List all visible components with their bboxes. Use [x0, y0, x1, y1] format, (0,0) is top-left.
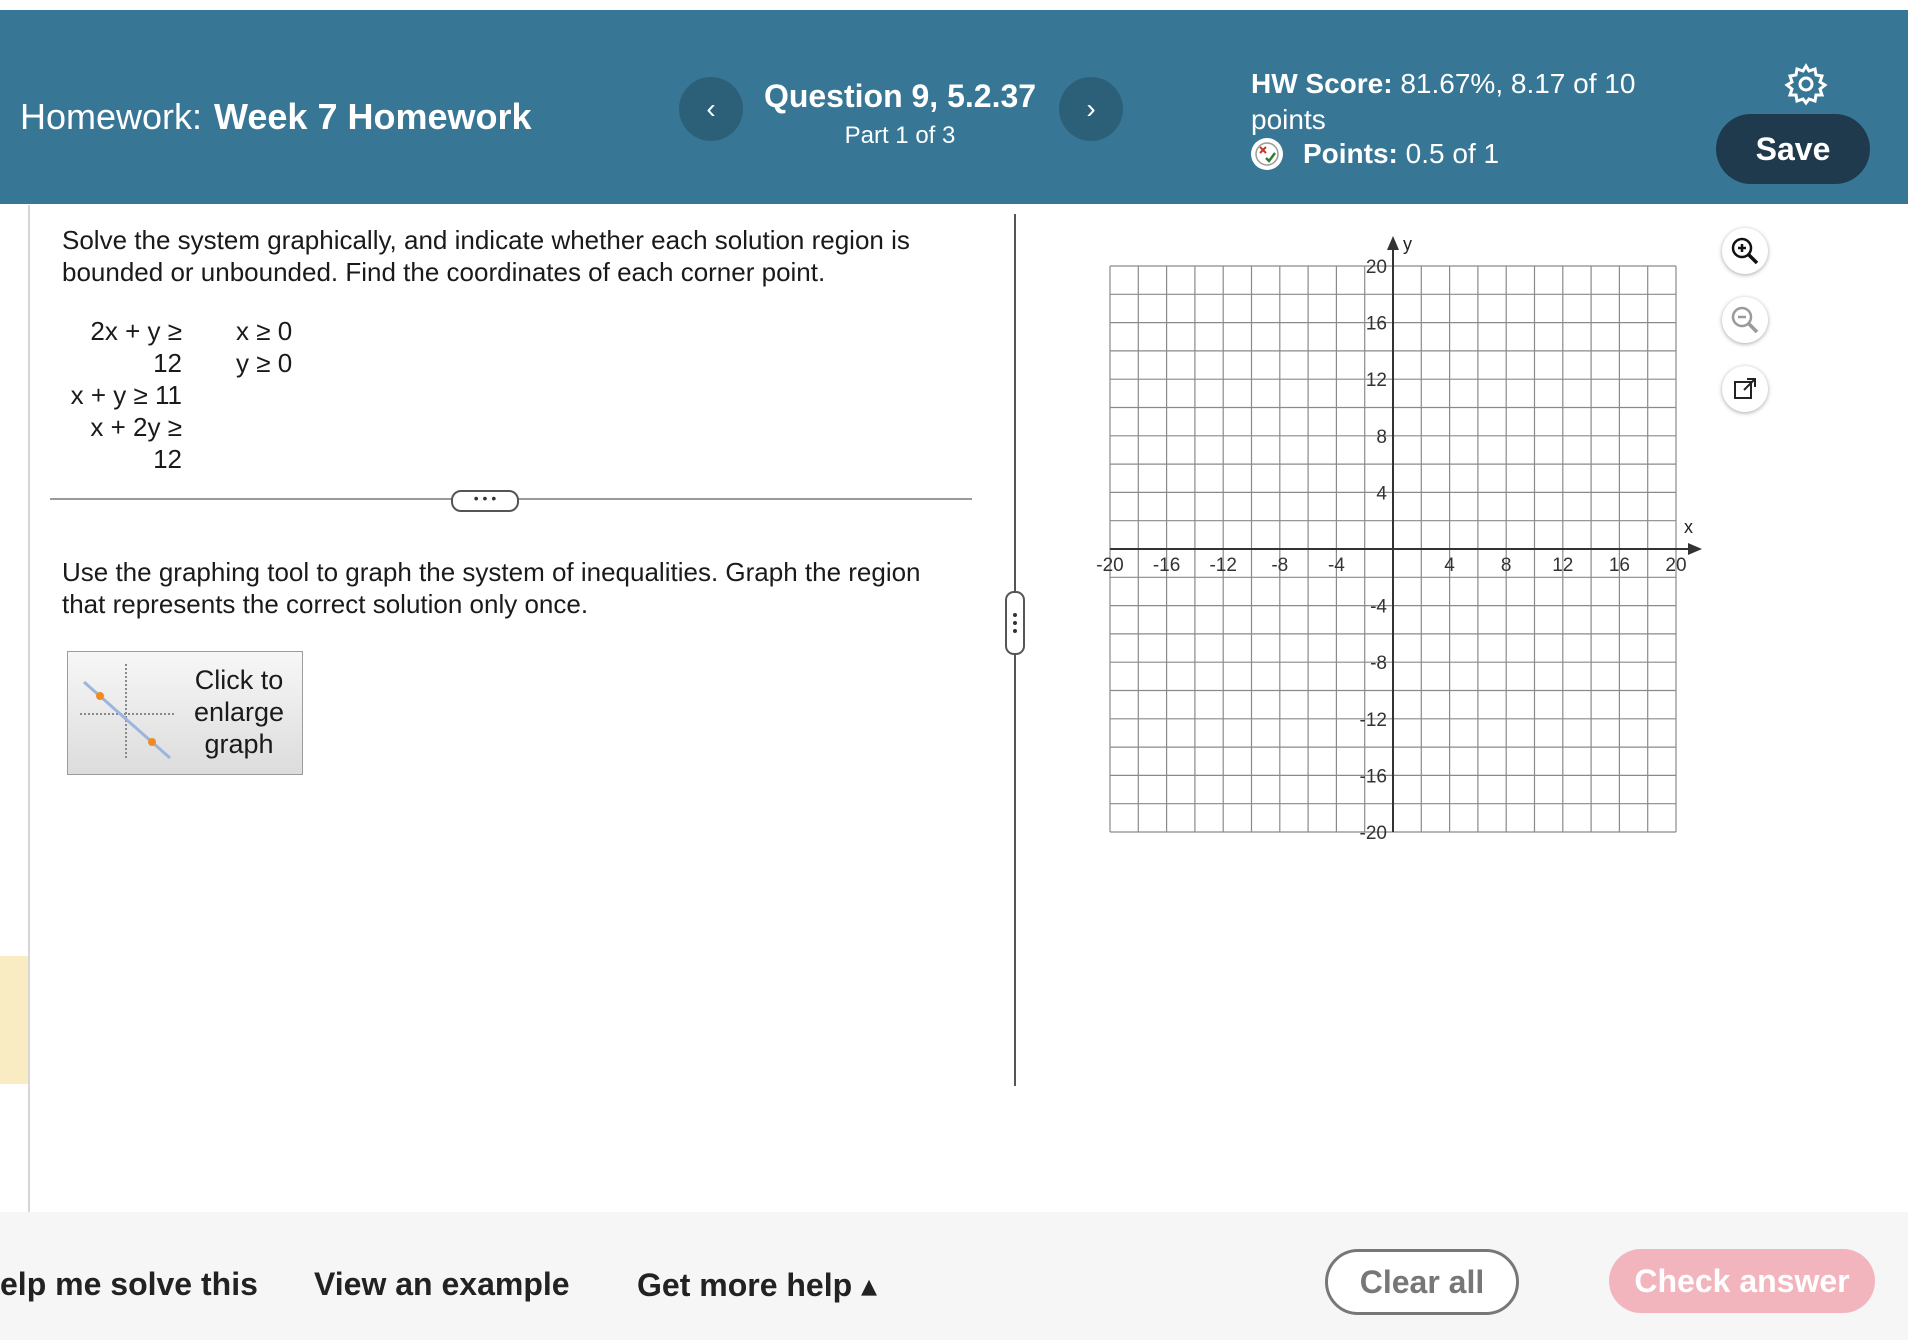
x-axis-arrow — [1688, 543, 1702, 555]
hw-score — [1251, 66, 1671, 138]
help-me-solve-link[interactable]: elp me solve this — [0, 1266, 258, 1302]
instruction-line-1: Solve the system graphically, and indicate whether each solution region is — [62, 225, 910, 255]
enlarge-line-1: Click to — [194, 665, 284, 695]
graph-axes — [1110, 236, 1702, 832]
inequalities-left — [62, 315, 182, 475]
inequality-3: x + 2y ≥ 12 — [90, 412, 182, 474]
left-border — [28, 205, 30, 1213]
y-axis-label: y — [1403, 234, 1412, 254]
coordinate-graph[interactable] — [1090, 226, 1710, 846]
points-row — [1251, 138, 1499, 170]
y-tick-label: -12 — [1359, 709, 1387, 731]
enlarge-graph-label — [180, 664, 298, 760]
y-tick-label: 16 — [1365, 313, 1387, 335]
chevron-left-icon: ‹ — [706, 93, 716, 124]
zoom-in-icon — [1730, 236, 1760, 266]
enlarge-line-3: graph — [204, 729, 274, 759]
check-answer-button[interactable]: Check answer — [1609, 1249, 1875, 1313]
question-title: Question 9, 5.2.37 — [763, 78, 1037, 114]
x-tick-label: 8 — [1500, 555, 1512, 576]
previous-question-button[interactable] — [679, 77, 743, 141]
x-tick-label: -16 — [1152, 555, 1181, 576]
enlarge-graph-button[interactable] — [67, 651, 303, 775]
x-tick-label: 4 — [1444, 555, 1455, 576]
y-tick-label: 4 — [1376, 483, 1387, 505]
get-more-help-link[interactable]: Get more help ▴ — [637, 1267, 878, 1303]
side-tab[interactable] — [0, 956, 28, 1084]
points-value: 0.5 of 1 — [1405, 138, 1500, 169]
y-tick-label: -8 — [1370, 653, 1387, 675]
y-tick-label: -4 — [1370, 596, 1387, 618]
partial-credit-icon — [1251, 138, 1283, 170]
inequality-1: 2x + y ≥ 12 — [90, 316, 182, 378]
zoom-in-button[interactable] — [1722, 228, 1768, 274]
inequality-4: x ≥ 0 — [236, 316, 293, 346]
homework-name: Week 7 Homework — [214, 96, 532, 137]
next-question-button[interactable] — [1059, 77, 1123, 141]
hw-score-label: HW Score: — [1251, 68, 1393, 99]
instruction-text — [62, 224, 962, 288]
gear-icon[interactable] — [1784, 62, 1828, 106]
top-strip — [0, 0, 1908, 10]
hw-score-value: 81.67%, 8.17 of 10 — [1400, 68, 1636, 99]
popout-icon — [1732, 376, 1758, 402]
graph-thumbnail-icon — [78, 662, 178, 762]
clear-all-button[interactable]: Clear all — [1325, 1249, 1519, 1315]
graph-tick-labels — [1096, 257, 1686, 844]
zoom-out-button[interactable] — [1722, 297, 1768, 343]
inequality-5: y ≥ 0 — [236, 348, 293, 378]
hw-score-unit: points — [1251, 104, 1326, 135]
view-example-link[interactable]: View an example — [314, 1266, 570, 1302]
x-tick-label: -20 — [1096, 555, 1124, 576]
save-button[interactable]: Save — [1716, 114, 1870, 184]
x-tick-label: 16 — [1608, 555, 1630, 576]
graph-instruction-text — [62, 556, 962, 620]
homework-title — [20, 96, 532, 138]
graph-instruction-line-1: Use the graphing tool to graph the system of inequalities. Graph the region — [62, 557, 921, 587]
x-axis-label: x — [1684, 517, 1693, 537]
graph-instruction-line-2: that represents the correct solution only once. — [62, 589, 589, 619]
header-bar — [0, 10, 1908, 204]
instruction-line-2: bounded or unbounded. Find the coordinates of each corner point. — [62, 257, 826, 287]
y-axis-arrow — [1387, 236, 1399, 250]
enlarge-line-2: enlarge — [193, 697, 285, 727]
y-tick-label: -16 — [1359, 766, 1387, 788]
question-part: Part 1 of 3 — [844, 122, 956, 149]
y-tick-label: 12 — [1365, 370, 1387, 392]
x-tick-label: -12 — [1209, 555, 1237, 576]
x-tick-label: -8 — [1271, 555, 1289, 576]
splitter-handle[interactable] — [1005, 591, 1025, 655]
x-tick-label: 12 — [1552, 555, 1574, 576]
x-tick-label: -4 — [1327, 555, 1345, 576]
chevron-right-icon: › — [1086, 93, 1096, 124]
inequalities-right — [236, 315, 292, 379]
y-tick-label: 8 — [1376, 426, 1387, 448]
popout-button[interactable] — [1722, 366, 1768, 412]
inequality-2: x + y ≥ 11 — [70, 380, 182, 410]
y-tick-label: -20 — [1359, 823, 1387, 844]
y-tick-label: 20 — [1365, 257, 1387, 278]
points-label: Points: — [1303, 138, 1398, 169]
homework-label: Homework: — [20, 96, 203, 137]
divider-handle[interactable]: • • • — [451, 490, 519, 512]
x-tick-label: 20 — [1665, 555, 1687, 576]
zoom-out-icon — [1730, 305, 1760, 335]
